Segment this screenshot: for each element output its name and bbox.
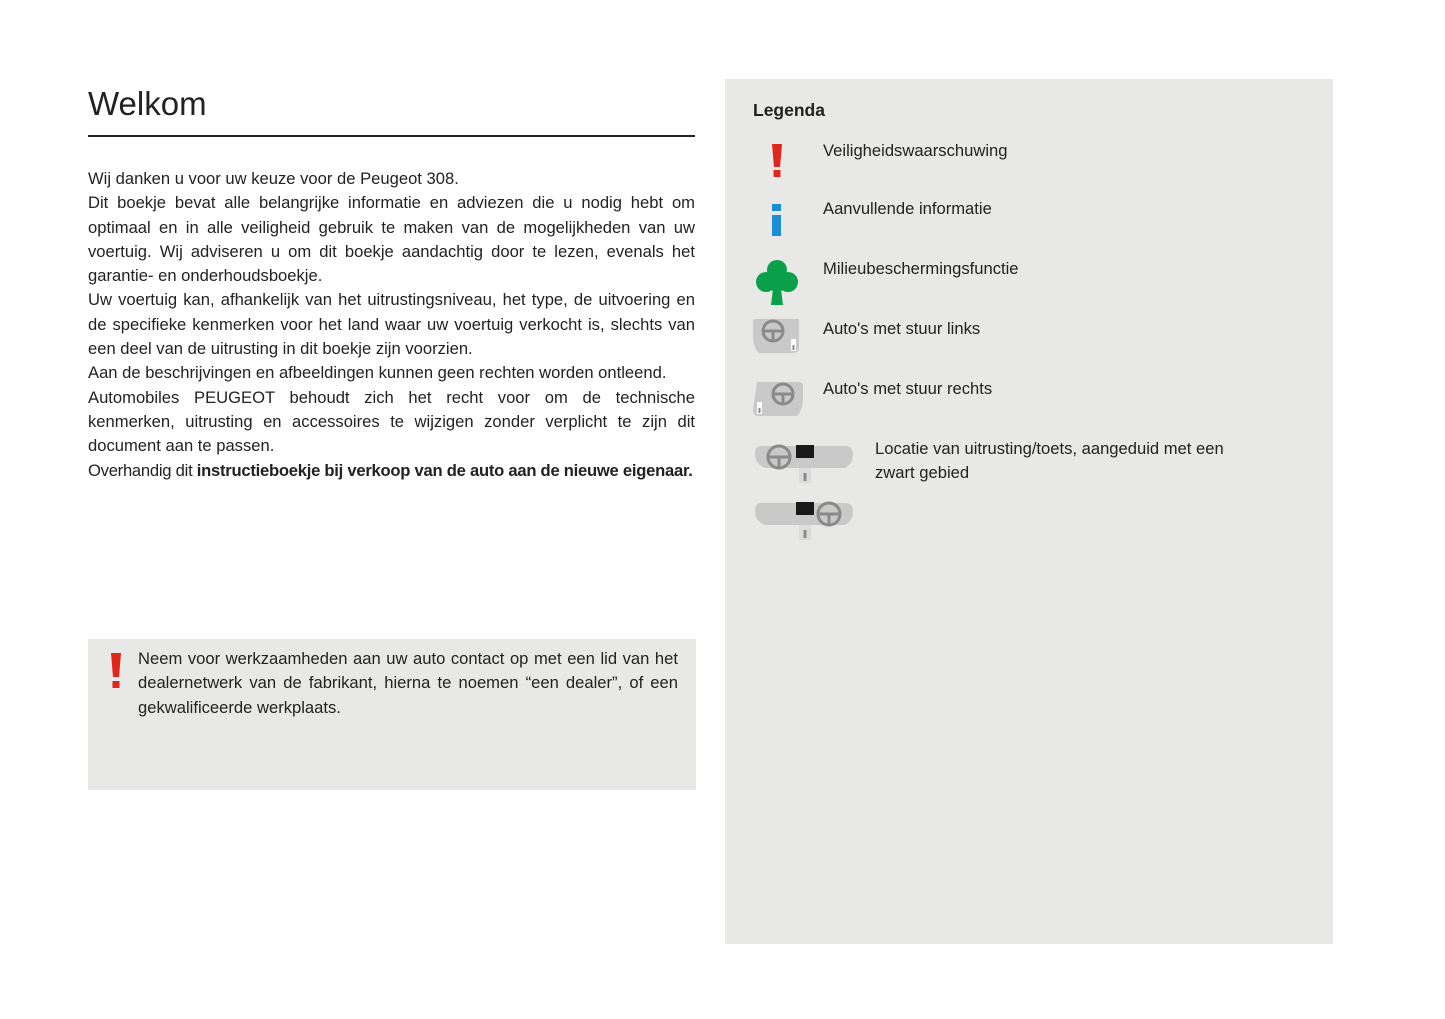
right-hand-drive-icon bbox=[753, 380, 803, 420]
legend-label: Milieubeschermingsfunctie bbox=[823, 259, 1019, 278]
paragraph: Automobiles PEUGEOT behoudt zich het recht voor om de technische kenmerken, uitrusting en accessoires te wijzigen zonder verplicht te zijn dit document aan te passen. bbox=[88, 387, 695, 456]
safety-warning-icon bbox=[770, 144, 784, 178]
exclamation-icon bbox=[109, 653, 123, 689]
dashboard-location-icon bbox=[755, 440, 855, 545]
handover-bold: instructieboekje bij verkoop van de auto aan de nieuwe eigenaar. bbox=[196, 460, 693, 480]
legend-label: Auto's met stuur rechts bbox=[823, 379, 993, 398]
paragraph: Aan de beschrijvingen en afbeeldingen kunnen geen rechten worden ontleend. bbox=[88, 363, 667, 383]
welcome-section bbox=[88, 84, 695, 483]
legend-label: Aanvullende informatie bbox=[823, 199, 992, 218]
paragraph: Wij danken u voor uw keuze voor de Peugeot 308. bbox=[88, 169, 459, 188]
warning-box bbox=[88, 639, 696, 790]
page-title: Welkom bbox=[88, 85, 207, 122]
legend-label: Auto's met stuur links bbox=[823, 319, 981, 338]
info-icon bbox=[771, 204, 783, 236]
environment-clover-icon bbox=[755, 259, 799, 307]
legend-panel bbox=[725, 79, 1333, 944]
warning-text: Neem voor werkzaamheden aan uw auto contact op met een lid van het dealernetwerk van de fabrikant, hierna te noemen “een dealer”, of een gekwalificeerde werkplaats. bbox=[138, 649, 678, 717]
handover-prefix: Overhandig dit bbox=[88, 460, 197, 480]
title-divider bbox=[88, 135, 695, 137]
left-hand-drive-icon bbox=[753, 317, 803, 357]
paragraph: Uw voertuig kan, afhankelijk van het uitrustingsniveau, het type, de uitvoering en de specifieke kenmerken voor het land waar uw voertuig verkocht is, slechts van een deel van de uitrusting in dit boekje zijn voorzien. bbox=[88, 290, 695, 359]
legend-title: Legenda bbox=[753, 100, 825, 120]
legend-label: Veiligheidswaarschuwing bbox=[823, 141, 1008, 160]
paragraph: Dit boekje bevat alle belangrijke informatie en adviezen die u nodig hebt om optimaal en in alle veiligheid gebruik te maken van de mogelijkheden van uw voertuig. Wij adviseren u om dit boekje aandachtig door te lezen, evenals het garantie- en onderhoudsboekje. bbox=[88, 193, 695, 286]
handover-note bbox=[88, 459, 695, 483]
intro-text bbox=[88, 167, 695, 483]
legend-label: Locatie van uitrusting/toets, aangeduid met een zwart gebied bbox=[875, 439, 1224, 483]
